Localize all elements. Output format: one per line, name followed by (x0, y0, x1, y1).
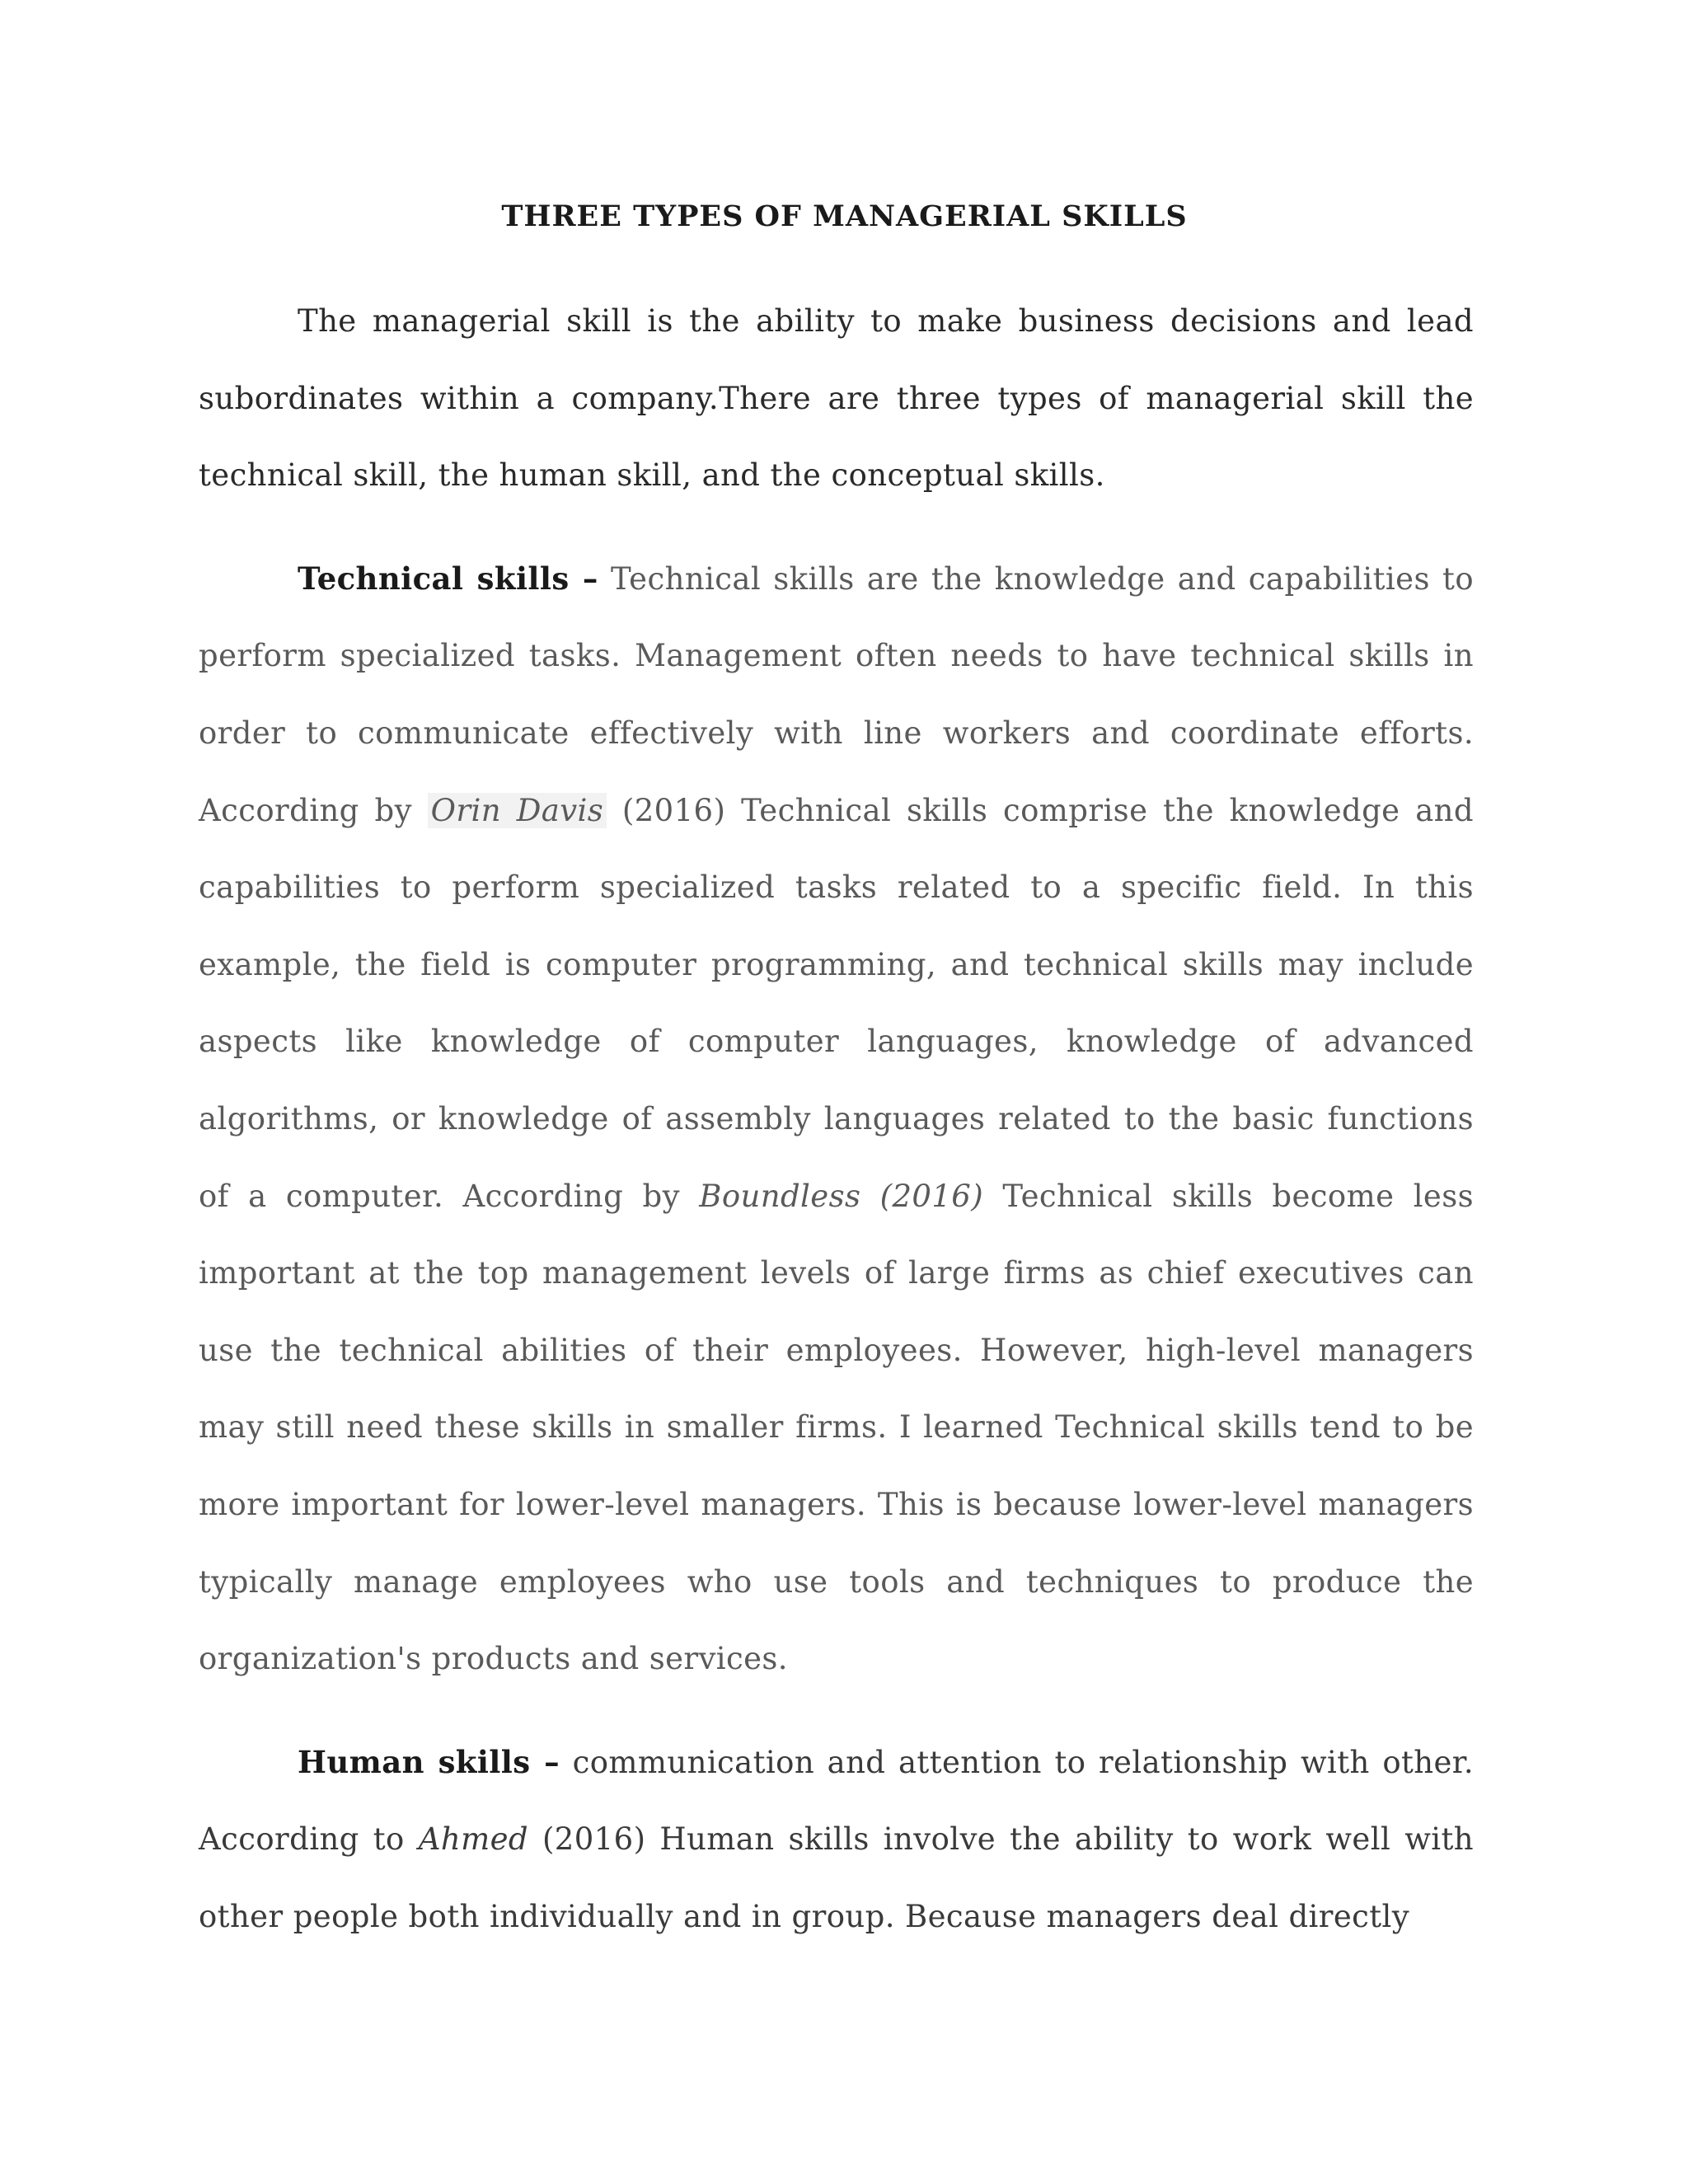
technical-text-2: (2016) Technical skills comprise the knowledge and capabilities to perform specialized tasks related to a specific field. In this example, the field is computer programming, and technical skills may include aspects like knowledge of computer languages, knowledge of advanced algorithms, or knowledge of assembly languages related to the basic functions of a computer. According by (199, 792, 1474, 1214)
technical-text-1: Technical skills are the knowledge and capabilities to perform specialized tasks. Management often needs to have technical skills in order to communicate effectively with line workers and coordinate efforts. According by (199, 560, 1474, 828)
citation-orin-davis: Orin Davis (428, 793, 607, 828)
technical-skills-heading: Technical skills – (298, 560, 598, 597)
technical-skills-paragraph (199, 541, 1474, 1698)
citation-boundless: Boundless (2016) (699, 1178, 984, 1214)
human-skills-paragraph (199, 1724, 1474, 1956)
human-text-2: (2016) Human skills involve the ability to work well with other people both individually and in group. Because managers deal directly (199, 1821, 1474, 1934)
document-title: THREE TYPES OF MANAGERIAL SKILLS (501, 199, 1188, 233)
human-text-1: communication and attention to relationship with other. According to (199, 1744, 1474, 1858)
citation-ahmed: Ahmed (418, 1821, 528, 1858)
human-skills-heading: Human skills – (298, 1743, 560, 1780)
technical-text-3: Technical skills become less important at the top management levels of large firms as chief executives can use the technical abilities of their employees. However, high-level managers may still need these skills in smaller firms. I learned Technical skills tend to be more important for lower-level managers. This is because lower-level managers typically manage employees who use tools and techniques to produce the organization's products and services. (199, 1178, 1474, 1677)
intro-paragraph: The managerial skill is the ability to make business decisions and lead subordinates within a company.There are three types of managerial skill the technical skill, the human skill, and the conceptual skills. (199, 303, 1474, 494)
